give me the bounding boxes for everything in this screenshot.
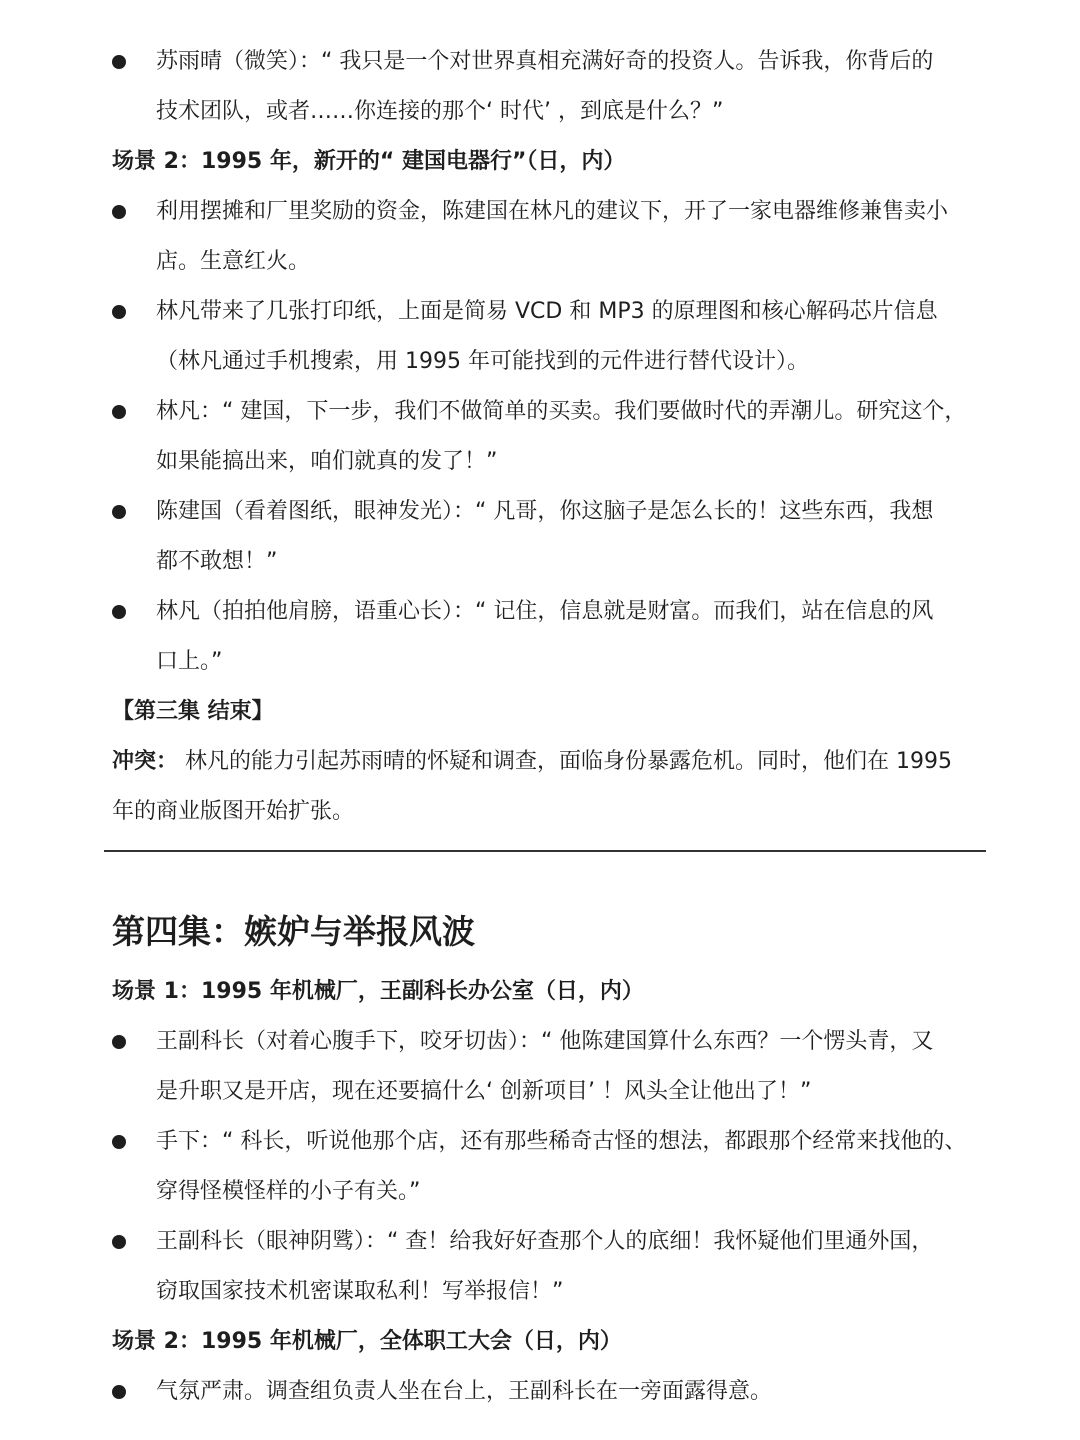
- bullet-icon: [112, 1385, 126, 1399]
- list-item-line: 王副科长（对着心腹手下，咬牙切齿）：“ 他陈建国算什么东西？一个愣头青，又: [156, 1029, 934, 1054]
- episode-end-label: 【第三集 结束】: [112, 699, 274, 724]
- bullet-icon: [112, 1035, 126, 1049]
- bullet-icon: [112, 405, 126, 419]
- bullet-icon: [112, 55, 126, 69]
- conflict-text: 林凡的能力引起苏雨晴的怀疑和调查，面临身份暴露危机。同时，他们在 1995: [178, 749, 952, 774]
- list-item-line: 技术团队，或者……你连接的那个‘ 时代’ ，到底是什么？”: [156, 99, 724, 124]
- bullet-icon: [112, 605, 126, 619]
- list-item-line: 林凡带来了几张打印纸，上面是简易 VCD 和 MP3 的原理图和核心解码芯片信息: [156, 299, 938, 324]
- list-item-line: 如果能搞出来，咱们就真的发了！”: [156, 449, 498, 474]
- list-item-line: （林凡通过手机搜索，用 1995 年可能找到的元件进行替代设计）。: [156, 349, 809, 374]
- list-item-line: 苏雨晴（微笑）：“ 我只是一个对世界真相充满好奇的投资人。告诉我，你背后的: [156, 49, 934, 74]
- list-item-line: 都不敢想！”: [156, 549, 278, 574]
- list-item-line: 是升职又是开店，现在还要搞什么‘ 创新项目’ ！风头全让他出了！”: [156, 1079, 812, 1104]
- bullet-icon: [112, 1135, 126, 1149]
- section-divider: [104, 850, 986, 852]
- conflict-text-line: 年的商业版图开始扩张。: [112, 799, 355, 824]
- episode-title: 第四集：嫉妒与举报风波: [112, 912, 475, 951]
- list-item-line: 店。生意红火。: [156, 249, 311, 274]
- list-item-line: 陈建国（看着图纸，眼神发光）：“ 凡哥，你这脑子是怎么长的！这些东西，我想: [156, 499, 934, 524]
- list-item-line: 口上。”: [156, 649, 223, 674]
- list-item-line: 王副科长（眼神阴骘）：“ 查！给我好好查那个人的底细！我怀疑他们里通外国，: [156, 1229, 934, 1254]
- bullet-icon: [112, 505, 126, 519]
- list-item-line: 利用摆摊和厂里奖励的资金，陈建国在林凡的建议下，开了一家电器维修兼售卖小: [156, 199, 949, 224]
- scene-heading: 场景 1：1995 年机械厂，王副科长办公室（日，内）: [112, 979, 644, 1004]
- bullet-icon: [112, 205, 126, 219]
- list-item-line: 林凡：“ 建国，下一步，我们不做简单的买卖。我们要做时代的弄潮儿。研究这个，: [156, 399, 967, 424]
- list-item-line: 林凡（拍拍他肩膀，语重心长）：“ 记住，信息就是财富。而我们，站在信息的风: [156, 599, 934, 624]
- scene-heading: 场景 2：1995 年机械厂，全体职工大会（日，内）: [112, 1329, 622, 1354]
- bullet-icon: [112, 1235, 126, 1249]
- conflict-label: 冲突：: [112, 749, 179, 774]
- list-item-line: 气氛严肃。调查组负责人坐在台上，王副科长在一旁面露得意。: [156, 1379, 773, 1404]
- list-item-line: 手下：“ 科长，听说他那个店，还有那些稀奇古怪的想法，都跟那个经常来找他的、: [156, 1129, 967, 1154]
- scene-heading: 场景 2：1995 年，新开的“ 建国电器行”（日，内）: [112, 149, 626, 174]
- bullet-icon: [112, 305, 126, 319]
- list-item-line: 穿得怪模怪样的小子有关。”: [156, 1179, 421, 1204]
- list-item-line: 窃取国家技术机密谋取私利！写举报信！”: [156, 1279, 564, 1304]
- conflict-paragraph: [112, 747, 982, 777]
